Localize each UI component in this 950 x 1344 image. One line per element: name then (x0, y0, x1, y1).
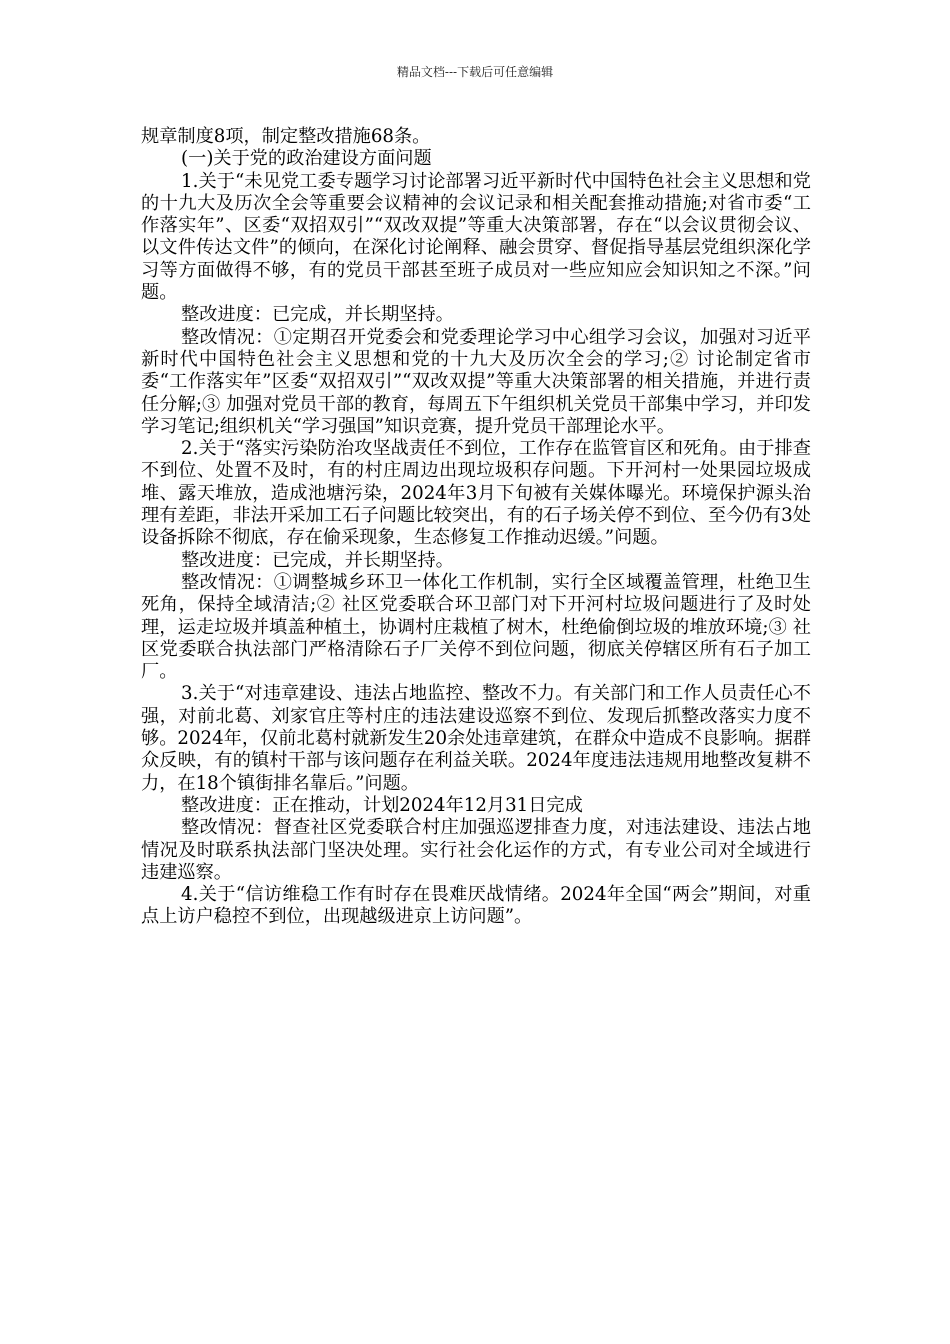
issue-1-progress: 整改进度：已完成，并长期坚持。 (181, 304, 454, 326)
issue-4-paragraph: 4.关于“信访维稳工作有时存在畏难厌战情绪。2024年全国“两会”期间，对重点上访户稳控不到位，出现越级进京上访问题”。 (141, 884, 811, 928)
paragraph-continuation: 规章制度8项，制定整改措施68条。 (141, 126, 431, 147)
issue-3-paragraph: 3.关于“对违章建设、违法占地监控、整改不力。有关部门和工作人员责任心不强，对前北葛、刘家官庄等村庄的违法建设巡察不到位、发现后抓整改落实力度不够。2024年，仅前北葛村就新发生20余处违章建筑，在群众中造成不良影响。据群众反映，有的镇村干部与该问题存在利益关联。2024年度违法违规用地整改复耕不力，在18个镇街排名靠后。”问题。 (141, 683, 811, 794)
issue-2-progress: 整改进度：已完成，并长期坚持。 (181, 549, 454, 571)
issue-2-paragraph: 2.关于“落实污染防治攻坚战责任不到位，工作存在监管盲区和死角。由于排查不到位、处置不及时，有的村庄周边出现垃圾积存问题。下开河村一处果园垃圾成堆、露天堆放，造成池塘污染，2024年3月下旬被有关媒体曝光。环境保护源头治理有差距，非法开采加工石子问题比较突出，有的石子场关停不到位、至今仍有3处设备拆除不彻底，存在偷采现象，生态修复工作推动迟缓。”问题。 (141, 438, 811, 549)
issue-2-rectification: 整改情况：①调整城乡环卫一体化工作机制，实行全区域覆盖管理，杜绝卫生死角，保持全域清洁;② 社区党委联合环卫部门对下开河村垃圾问题进行了及时处理，运走垃圾并填盖种植土，协调村庄栽植了树木，杜绝偷倒垃圾的堆放环境;③ 社区党委联合执法部门严格清除石子厂关停不到位问题，彻底关停辖区所有石子加工厂。 (141, 571, 811, 683)
issue-1-rectification: 整改情况：①定期召开党委会和党委理论学习中心组学习会议，加强对习近平新时代中国特色社会主义思想和党的十九大及历次全会的学习;② 讨论制定省市委“工作落实年”区委“双招双引”“双改双提”等重大决策部署的相关措施，并进行责任分解;③ 加强对党员干部的教育，每周五下午组织机关党员干部集中学习，并印发学习笔记;组织机关“学习强国”知识竞赛，提升党员干部理论水平。 (141, 326, 811, 437)
issue-3-progress: 整改进度：正在推动，计划2024年12月31日完成 (181, 794, 583, 816)
section-heading: (一)关于党的政治建设方面问题 (181, 148, 432, 170)
page-header: 精品文档---下载后可任意编辑 (396, 65, 554, 79)
document-body (141, 126, 811, 929)
issue-1-paragraph: 1.关于“未见党工委专题学习讨论部署习近平新时代中国特色社会主义思想和党的十九大及历次全会等重要会议精神的会议记录和相关配套推动措施;对省市委“工作落实年”、区委“双招双引”“双改双提”等重大决策部署，存在“以会议贯彻会议、以文件传达文件”的倾向，在深化讨论阐释、融会贯穿、督促指导基层党组织深化学习等方面做得不够，有的党员干部甚至班子成员对一些应知应会知识知之不深。”问题。 (141, 170, 811, 304)
issue-3-rectification: 整改情况：督查社区党委联合村庄加强巡逻排查力度，对违法建设、违法占地情况及时联系执法部门坚决处理。实行社会化运作的方式，有专业公司对全域进行违建巡察。 (141, 817, 811, 883)
